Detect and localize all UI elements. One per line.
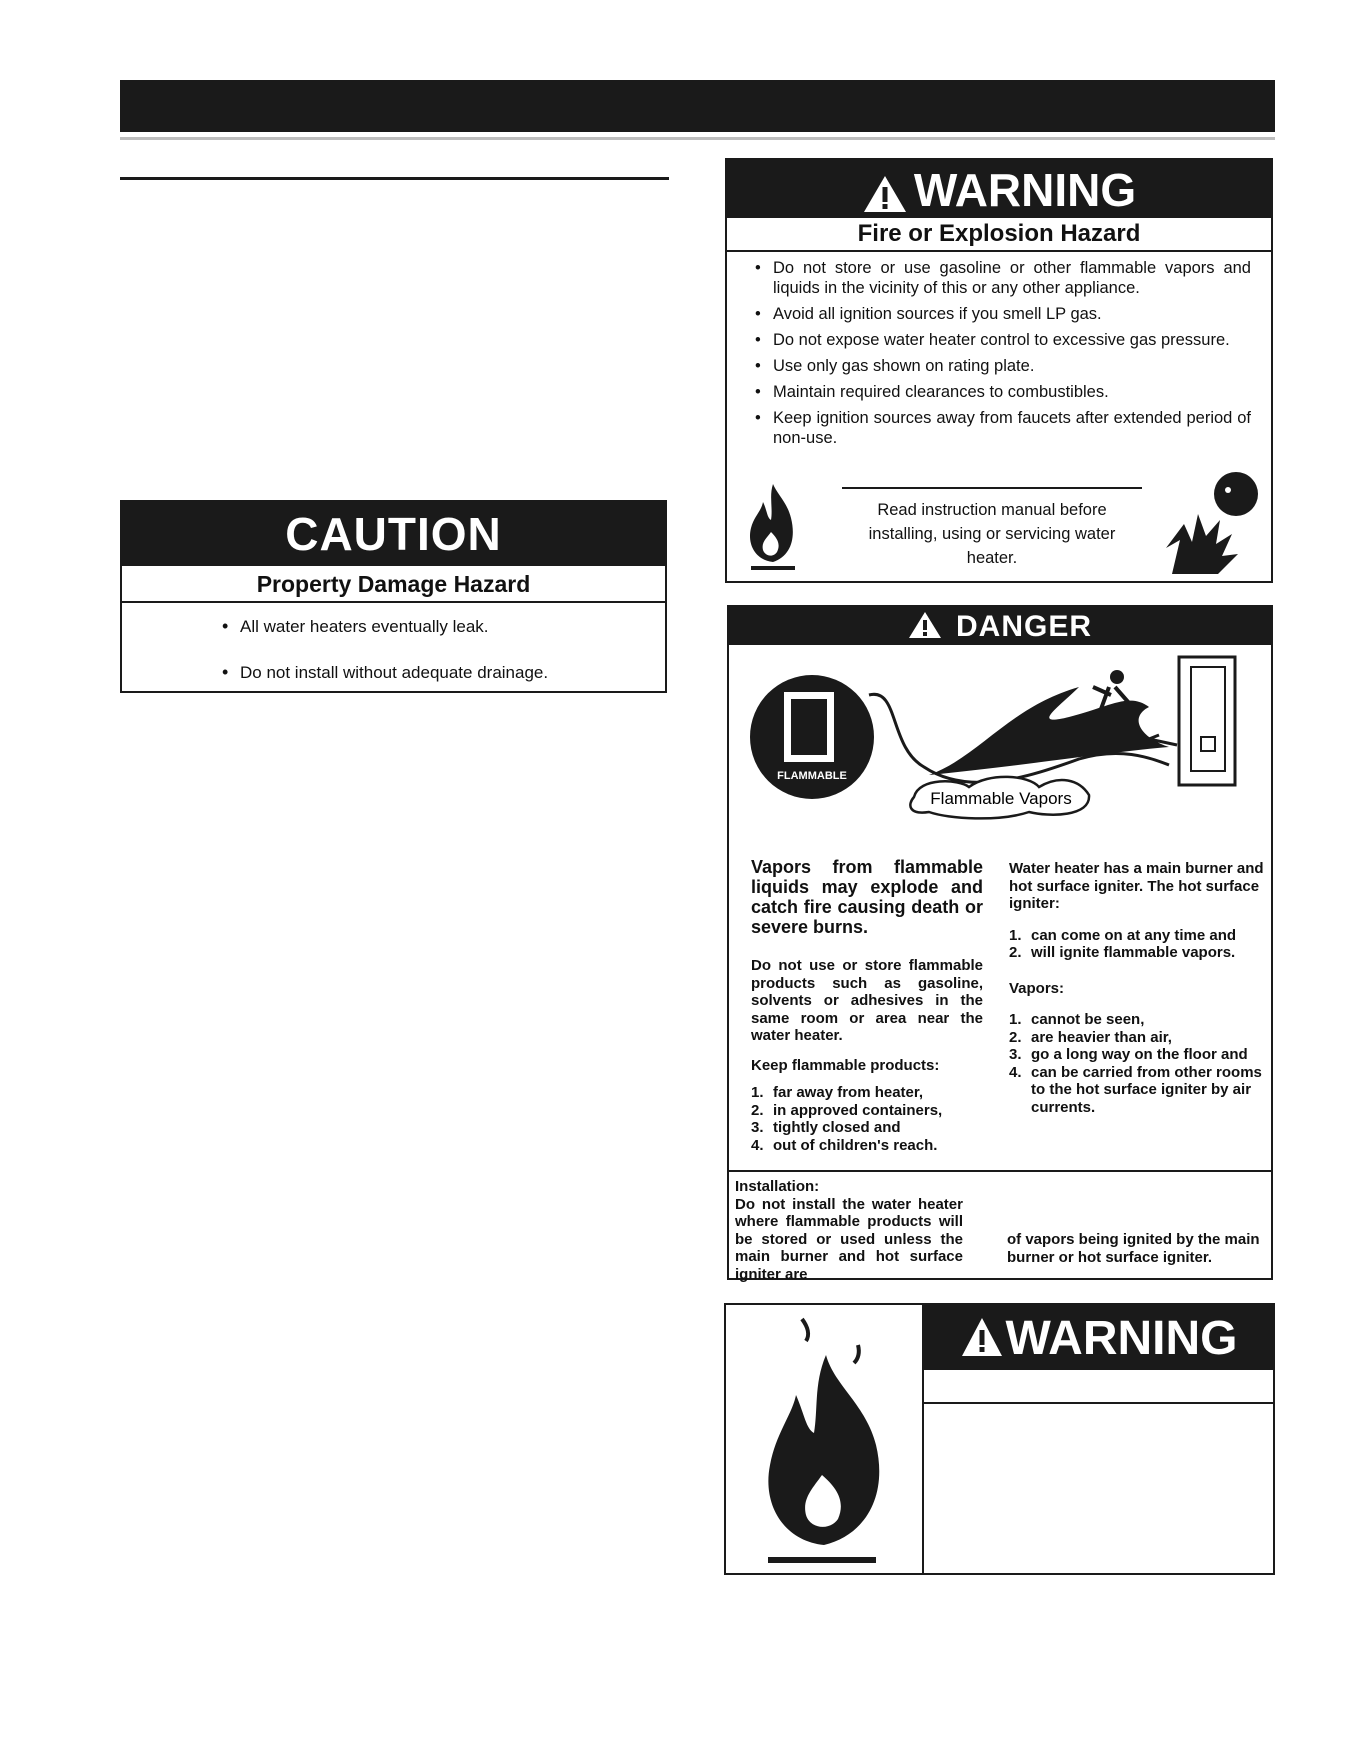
list-item: • Maintain required clearances to combustibles.: [773, 382, 1251, 402]
left-column-rule: [120, 177, 669, 180]
flame-icon: [743, 480, 801, 572]
danger-box: [727, 605, 1273, 1283]
list-item: 4. can be carried from other rooms to the hot surface igniter by air currents.: [1009, 1063, 1262, 1116]
list-item: 2. are heavier than air,: [1009, 1028, 1172, 1046]
warning-flame-box: [724, 1303, 1275, 1575]
alert-triangle-icon: [960, 1316, 1004, 1358]
list-item: • Keep ignition sources away from faucets after extended period of non-use.: [773, 408, 1251, 448]
list-item: 3. tightly closed and: [751, 1119, 901, 1136]
warning-list: [727, 252, 1271, 448]
igniter-list: [1009, 927, 1264, 962]
divider: [842, 487, 1142, 489]
list-item: 1. can come on at any time and: [1009, 926, 1237, 944]
warning-title: WARNING: [727, 160, 1271, 218]
list-item: • All water heaters eventually leak.: [240, 617, 665, 637]
installation-text: Installation: Do not install the water heater where flammable products will be stored or used unless the main burner and hot surface igniter are: [735, 1178, 963, 1283]
vapors-heading: Vapors:: [1009, 979, 1065, 997]
flame-icon: [726, 1305, 922, 1573]
vapors-list: [1009, 1011, 1264, 1116]
header-rule: [120, 137, 1275, 140]
caution-subtitle: Property Damage Hazard: [122, 566, 665, 603]
list-item: 4. out of children's reach.: [751, 1136, 938, 1154]
caution-title: CAUTION: [122, 502, 665, 566]
warning-subtitle-strip: [924, 1370, 1273, 1404]
do-not-use-text: Do not use or store flammable products such as gasoline, solvents or adhesives in the same room or area near the water heater.: [751, 957, 983, 1044]
alert-triangle-icon: [862, 174, 908, 214]
list-item: • Do not store or use gasoline or other flammable vapors and liquids in the vicinity of this or any other appliance.: [773, 258, 1251, 298]
list-item: 1. far away from heater,: [751, 1084, 924, 1101]
list-item: 2. in approved containers,: [751, 1101, 943, 1119]
explosion-icon: [1162, 470, 1262, 578]
keep-list: [751, 1084, 983, 1154]
danger-right-column: [1009, 860, 1264, 1116]
warning-subtitle: Fire or Explosion Hazard: [727, 218, 1271, 252]
can-label: FLAMMABLE: [777, 770, 847, 782]
danger-lead: Vapors from flammable liquids may explode and catch fire causing death or severe burns.: [751, 857, 983, 937]
list-item: 1. cannot be seen,: [1009, 1011, 1145, 1028]
installation-text-continued: of vapors being ignited by the main burner or hot surface igniter.: [1007, 1231, 1260, 1266]
alert-triangle-icon: [908, 611, 942, 639]
warning-fire-box: [725, 158, 1273, 583]
danger-title: DANGER: [729, 607, 1271, 645]
danger-left-column: [751, 857, 983, 1154]
keep-heading: Keep flammable products:: [751, 1056, 940, 1074]
heater-text: Water heater has a main burner and hot surface igniter. The hot surface igniter:: [1009, 860, 1264, 912]
list-item: • Avoid all ignition sources if you smell LP gas.: [773, 304, 1251, 324]
section-header-bar: [120, 80, 1275, 132]
list-item: • Do not install without adequate drainage.: [240, 663, 665, 683]
flame-panel: [726, 1305, 924, 1573]
caution-list: [122, 603, 665, 683]
flammable-vapors-illustration: [729, 647, 1271, 847]
warning-title: WARNING: [924, 1305, 1273, 1370]
vapors-label: Flammable Vapors: [930, 789, 1072, 808]
list-item: 3. go a long way on the floor and: [1009, 1046, 1248, 1063]
caution-box: [120, 500, 667, 693]
read-manual-note: Read instruction manual before installing, using or servicing water heater.: [868, 501, 1116, 567]
installation-section: [729, 1170, 1271, 1283]
list-item: • Do not expose water heater control to excessive gas pressure.: [773, 330, 1251, 350]
list-item: 2. will ignite flammable vapors.: [1009, 944, 1236, 961]
list-item: • Use only gas shown on rating plate.: [773, 356, 1251, 376]
